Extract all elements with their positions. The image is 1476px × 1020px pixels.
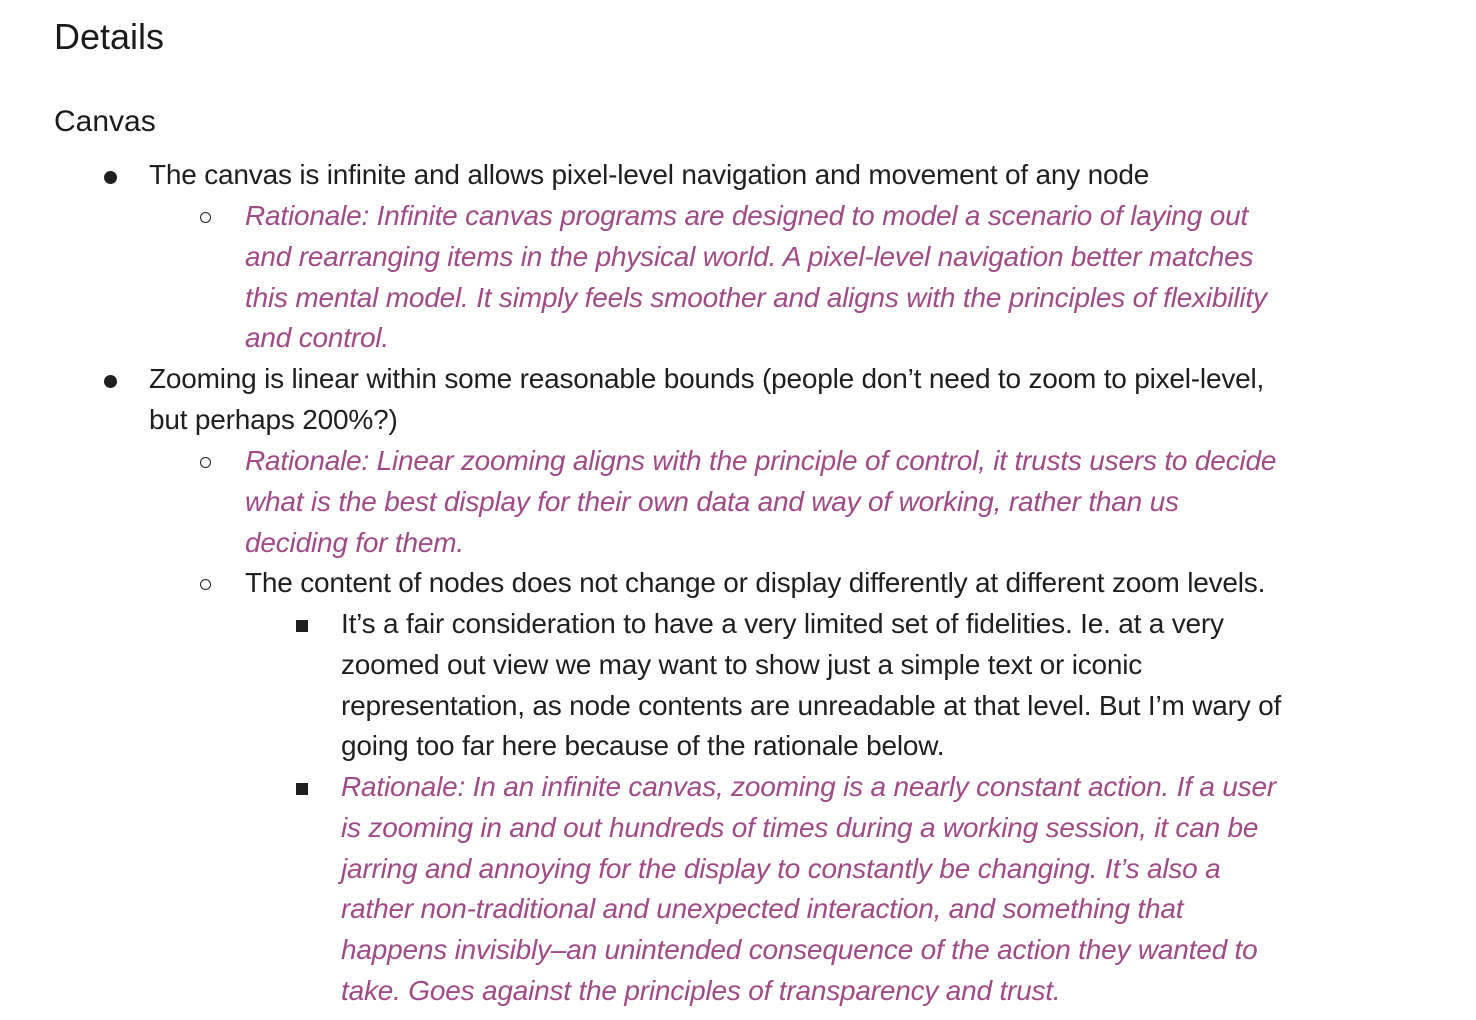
section-heading-canvas: Canvas <box>54 105 156 138</box>
list-item-line: but perhaps 200%?) <box>149 403 398 435</box>
rationale-line: happens invisibly–an unintended consequence of the action they wanted to <box>341 934 1258 966</box>
bullet-circle-icon <box>200 579 211 590</box>
bullet-square-icon <box>296 783 308 795</box>
rationale-line: Rationale: Infinite canvas programs are designed to model a scenario of laying out <box>245 200 1249 231</box>
bullet-disc-icon <box>104 171 117 184</box>
list-item-line: going too far here because of the rationale below. <box>341 730 945 762</box>
bullet-square-icon <box>296 620 308 632</box>
list-item-linear-zooming <box>149 359 1264 441</box>
list-item-line: It’s a fair consideration to have a very limited set of fidelities. Ie. at a very <box>341 608 1224 639</box>
bullet-circle-icon <box>200 212 211 223</box>
rationale-line: rather non-traditional and unexpected interaction, and something that <box>341 893 1184 925</box>
rationale-item-linear-zooming <box>245 441 1276 563</box>
rationale-line: this mental model. It simply feels smoother and aligns with the principles of flexibility <box>245 281 1267 313</box>
document-heading: Details <box>54 16 165 57</box>
bullet-disc-icon <box>104 375 117 388</box>
list-item-line: zoomed out view we may want to show just a simple text or iconic <box>341 648 1143 680</box>
rationale-line: Rationale: Linear zooming aligns with the principle of control, it trusts users to decide <box>245 445 1277 476</box>
list-item-line: The canvas is infinite and allows pixel-level navigation and movement of any node <box>149 159 1150 190</box>
bullet-circle-icon <box>200 457 211 468</box>
list-item-fidelities <box>341 604 1281 767</box>
rationale-line: deciding for them. <box>245 526 464 558</box>
list-item-line: Zooming is linear within some reasonable bounds (people don’t need to zoom to pixel-level, <box>149 363 1265 394</box>
rationale-line: take. Goes against the principles of transparency and trust. <box>341 974 1061 1006</box>
rationale-line: Rationale: In an infinite canvas, zooming is a nearly constant action. If a user <box>341 771 1276 802</box>
list-item-node-content <box>245 563 1265 604</box>
rationale-item-infinite-canvas <box>245 196 1267 359</box>
rationale-line: what is the best display for their own data and way of working, rather than us <box>245 485 1179 517</box>
rationale-line: and control. <box>245 322 389 354</box>
rationale-line: is zooming in and out hundreds of times during a working session, it can be <box>341 811 1259 843</box>
list-item-line: representation, as node contents are unreadable at that level. But I’m wary of <box>341 689 1282 721</box>
rationale-line: and rearranging items in the physical world. A pixel-level navigation better matches <box>245 240 1254 272</box>
list-item-infinite-canvas <box>149 155 1149 196</box>
list-item-line: The content of nodes does not change or display differently at different zoom levels. <box>245 567 1266 598</box>
rationale-item-constant-zoom <box>341 767 1276 1012</box>
rationale-line: jarring and annoying for the display to constantly be changing. It’s also a <box>341 852 1221 884</box>
